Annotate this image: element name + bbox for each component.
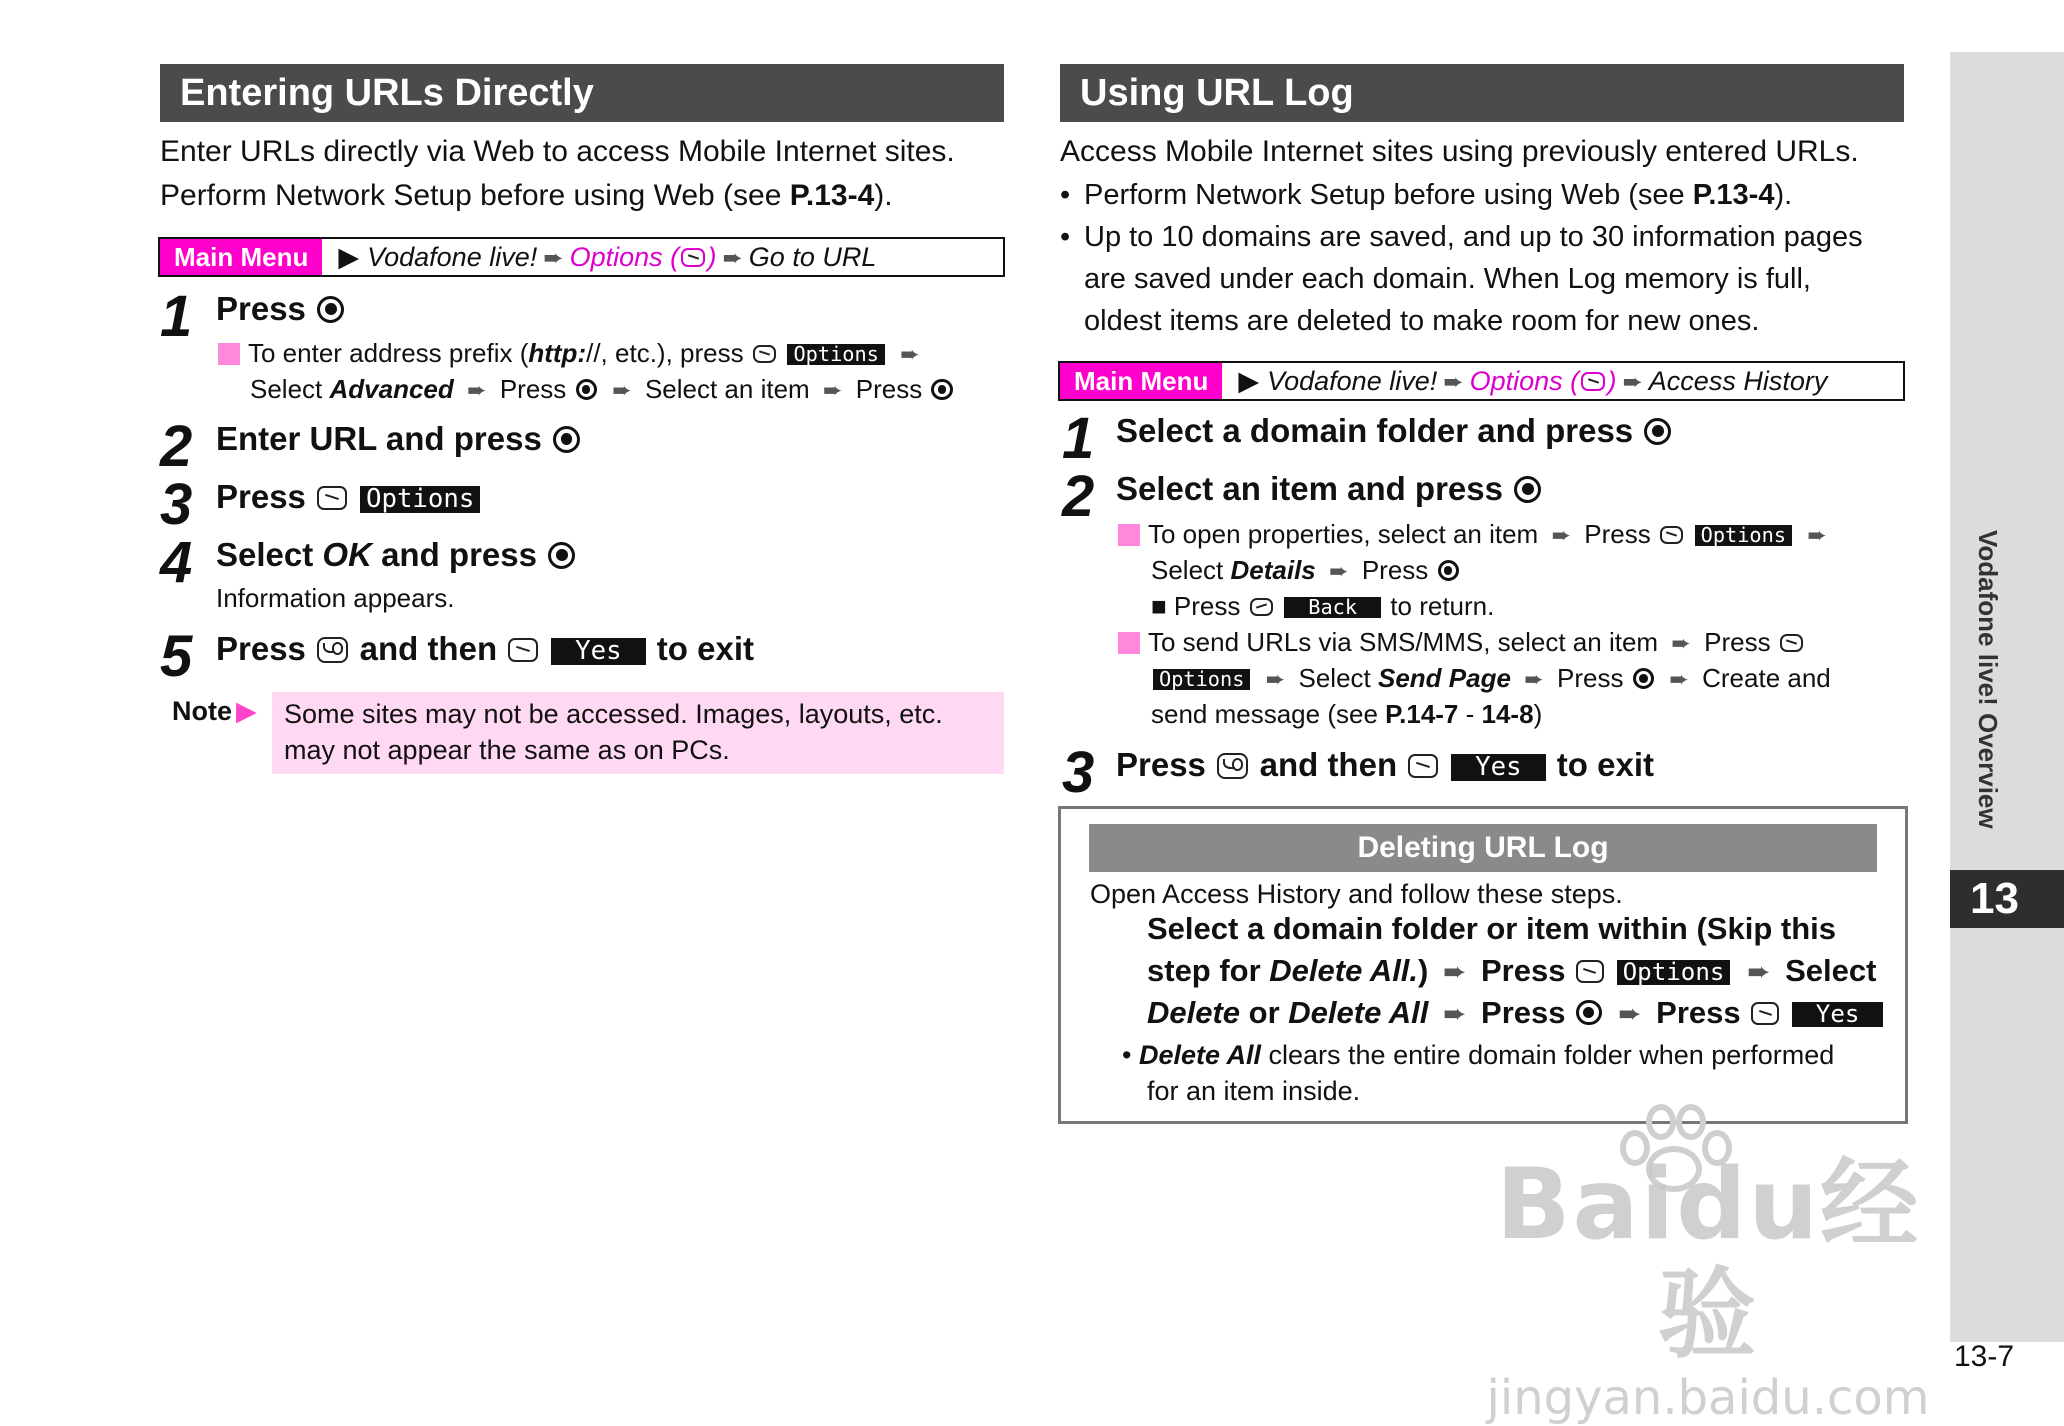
menu-path-access-history <box>1058 361 1905 401</box>
right-soft-key-icon <box>1660 526 1683 545</box>
arrow-right-icon: ➨ <box>900 341 920 367</box>
main-menu-badge: Main Menu <box>1060 363 1222 399</box>
watermark-url-text: jingyan.baidu.com <box>1486 1370 1930 1426</box>
options-softkey-label: Options <box>787 344 884 365</box>
section-header-using-url-log: Using URL Log <box>1060 64 1904 122</box>
bullet-domain-limits: • Up to 10 domains are saved, and up to 30 information pages are saved under each domain. When Log memory is full, oldest items are deleted to make room for new ones. <box>1060 216 1920 342</box>
bullet-network-setup: • Perform Network Setup before using Web (see P.13-4). <box>1060 174 1920 216</box>
center-select-key-icon <box>576 379 597 400</box>
step-3-title <box>216 476 482 518</box>
right-step-number-2: 2 <box>1062 464 1095 529</box>
delete-all-option: Delete All <box>1288 995 1429 1030</box>
right-step-2-sub2-line1: To send URLs via SMS/MMS, select an item ➨ Press <box>1118 624 1805 661</box>
step-3-title-text: Press <box>216 478 306 515</box>
center-select-key-icon <box>1514 476 1541 503</box>
arrow-right-icon: ➨ <box>1265 666 1286 692</box>
right-step-number-1: 1 <box>1062 406 1095 471</box>
right-soft-key-icon <box>1751 1002 1779 1024</box>
center-select-key-icon <box>931 379 952 400</box>
center-select-key-icon <box>553 426 580 453</box>
arrow-right-icon: ➨ <box>467 377 487 403</box>
arrow-right-icon: ➨ <box>1443 369 1464 396</box>
step-1-title-text: Press <box>216 290 306 327</box>
step-4-title: Select OK and press <box>216 534 577 576</box>
step-number-5: 5 <box>160 624 193 689</box>
note-label: Note ▶ <box>172 696 257 726</box>
note-box <box>272 692 1004 774</box>
chapter-number-tab[interactable]: 13 <box>1950 870 2064 928</box>
right-soft-key-icon <box>753 345 776 364</box>
options-softkey-label: Options <box>1153 669 1250 690</box>
arrow-right-icon: ➨ <box>1669 666 1689 692</box>
center-select-key-icon <box>317 296 344 323</box>
step-2-title-text: Enter URL and press <box>216 420 542 457</box>
left-intro <box>160 130 1010 218</box>
baidu-watermark <box>1468 1148 1948 1426</box>
main-menu-badge: Main Menu <box>160 239 322 275</box>
center-select-key-icon <box>1576 1000 1601 1025</box>
arrow-right-icon: ➨ <box>1622 369 1643 396</box>
delete-option: Delete <box>1147 995 1241 1030</box>
path-item-access-history: Access History <box>1648 366 1828 396</box>
note-text-line1: Some sites may not be accessed. Images, layouts, etc. <box>284 699 943 729</box>
options-softkey-label: Options <box>1695 525 1792 546</box>
delete-step-line1: Select a domain folder or item within (Skip this <box>1147 911 1836 946</box>
details-option: Details <box>1230 555 1316 585</box>
right-step-2-sub1-line3: ■ Press Back to return. <box>1151 591 1495 621</box>
path-item-options: Options ( ) <box>1469 366 1617 396</box>
right-step-2-sub2-line3: send message (see P.14-7 - 14-8) <box>1151 699 1543 729</box>
page-ref[interactable]: P.13-4 <box>1692 179 1775 211</box>
page-ref[interactable]: P.13-4 <box>789 179 875 212</box>
arrow-right-icon: ➨ <box>822 377 843 403</box>
http-prefix: http: <box>528 338 587 368</box>
advanced-option: Advanced <box>329 374 454 404</box>
right-step-2-sub1-line1: To open properties, select an item ➨ Press Options ➨ <box>1118 516 1833 553</box>
chapter-sidebar-title: Vodafone live! Overview <box>1973 530 2003 829</box>
back-softkey-label: Back <box>1284 597 1381 618</box>
arrow-right-icon: ➨ <box>1551 522 1572 548</box>
note-marker-icon: ▶ <box>236 696 257 726</box>
center-select-key-icon <box>1438 560 1459 581</box>
note-text-line2: may not appear the same as on PCs. <box>284 735 730 765</box>
right-step-2-sub2-line2: Options ➨ Select Send Page ➨ Press ➨ Create and <box>1151 660 1831 697</box>
path-item-options: Options ( ) <box>569 242 717 272</box>
path-item-go-to-url: Go to URL <box>748 242 877 272</box>
step-1-sub-line1: To enter address prefix (http://, etc.), press Options ➨ <box>218 335 926 372</box>
deleting-url-log-title: Deleting URL Log <box>1089 824 1877 872</box>
right-soft-key-icon <box>1780 634 1803 653</box>
options-softkey-label: Options <box>360 486 480 513</box>
delete-all-option: Delete All. <box>1269 953 1419 988</box>
step-number-4: 4 <box>160 530 193 595</box>
right-soft-key-icon <box>508 638 538 662</box>
step-2-title <box>216 418 582 460</box>
path-item-vodafone-live: Vodafone live! <box>1267 366 1438 396</box>
right-intro: Access Mobile Internet sites using previously entered URLs. <box>1060 135 1859 168</box>
yes-softkey-label: Yes <box>551 638 645 665</box>
options-softkey-label: Options <box>1617 960 1731 985</box>
arrow-right-icon: ➨ <box>722 245 743 272</box>
delete-step-line2: step for Delete All.) ➨ Press Options ➨ Select <box>1147 953 1877 988</box>
path-marker-icon: ▶ <box>338 242 360 272</box>
arrow-right-icon: ➨ <box>543 245 564 272</box>
right-step-number-3: 3 <box>1062 740 1095 805</box>
left-intro-line2-text: Perform Network Setup before using Web (see <box>160 179 790 212</box>
arrow-right-icon: ➨ <box>1807 522 1827 548</box>
menu-path-go-to-url <box>158 237 1005 277</box>
left-intro-line2 <box>160 174 1010 218</box>
right-bullet-list <box>1060 174 1920 342</box>
step-number-3: 3 <box>160 472 193 537</box>
step-5-title: Press and then Yes to exit <box>216 630 754 667</box>
right-soft-key-icon <box>317 486 347 510</box>
delete-step-line3: Delete or Delete All ➨ Press ➨ Press Yes <box>1147 992 1885 1035</box>
arrow-right-icon: ➨ <box>1443 998 1467 1029</box>
arrow-right-icon: ➨ <box>1524 666 1544 692</box>
right-step-2-title: Select an item and press <box>1116 468 1543 510</box>
arrow-right-icon: ➨ <box>1329 558 1349 584</box>
arrow-right-icon: ➨ <box>612 377 632 403</box>
bullet-dot: • <box>1122 1040 1132 1070</box>
arrow-right-icon: ➨ <box>1442 956 1467 987</box>
center-select-key-icon <box>548 542 575 569</box>
send-page-option: Send Page <box>1378 663 1511 693</box>
step-number-1: 1 <box>160 284 193 349</box>
step-number-2: 2 <box>160 414 193 479</box>
delete-all-option: Delete All <box>1138 1040 1262 1070</box>
yes-softkey-label: Yes <box>1451 754 1545 781</box>
yes-softkey-label: Yes <box>1792 1002 1884 1027</box>
deleting-url-log-intro: Open Access History and follow these steps. <box>1090 879 1623 909</box>
page-number: 13-7 <box>1954 1340 2015 1373</box>
page-ref[interactable]: P.14-7 <box>1385 699 1459 729</box>
path-item-vodafone-live: Vodafone live! <box>367 242 538 272</box>
left-intro-line1: Enter URLs directly via Web to access Mobile Internet sites. <box>160 135 955 168</box>
arrow-right-icon: ➨ <box>1747 956 1771 987</box>
step-4-detail: Information appears. <box>216 583 455 613</box>
pink-square-bullet-icon <box>1118 524 1140 546</box>
page-ref[interactable]: 14-8 <box>1481 699 1534 729</box>
right-soft-key-icon <box>681 248 705 267</box>
end-key-icon <box>1217 753 1248 779</box>
arrow-right-icon: ➨ <box>1671 630 1691 656</box>
watermark-main-text: Baidu经验 <box>1495 1148 1921 1372</box>
arrow-right-icon: ➨ <box>1618 998 1642 1029</box>
step-1-title <box>216 288 346 330</box>
left-intro-line2-end: ). <box>874 179 893 212</box>
right-soft-key-icon <box>1408 754 1438 778</box>
section-header-entering-urls: Entering URLs Directly <box>160 64 1004 122</box>
right-soft-key-icon <box>1576 960 1604 982</box>
ok-option: OK <box>322 536 372 573</box>
pink-square-bullet-icon <box>1118 632 1140 654</box>
path-marker-icon: ▶ <box>1238 366 1260 396</box>
step-1-sub-line2: Select Advanced ➨ Press ➨ Select an item ➨ Press <box>250 371 955 408</box>
right-soft-key-icon <box>1581 372 1605 391</box>
left-soft-key-icon <box>1250 598 1273 617</box>
delete-bullet-line1: • Delete All clears the entire domain folder when performed <box>1122 1040 1835 1070</box>
delete-bullet-line2: for an item inside. <box>1147 1076 1361 1106</box>
end-key-icon <box>317 637 348 663</box>
pink-square-bullet-icon <box>218 343 240 365</box>
center-select-key-icon <box>1644 418 1671 445</box>
right-step-1-title: Select a domain folder and press <box>1116 410 1673 452</box>
right-step-3-title: Press and then Yes to exit <box>1116 746 1654 783</box>
center-select-key-icon <box>1633 668 1654 689</box>
right-step-2-sub1-line2: Select Details ➨ Press <box>1151 552 1461 589</box>
